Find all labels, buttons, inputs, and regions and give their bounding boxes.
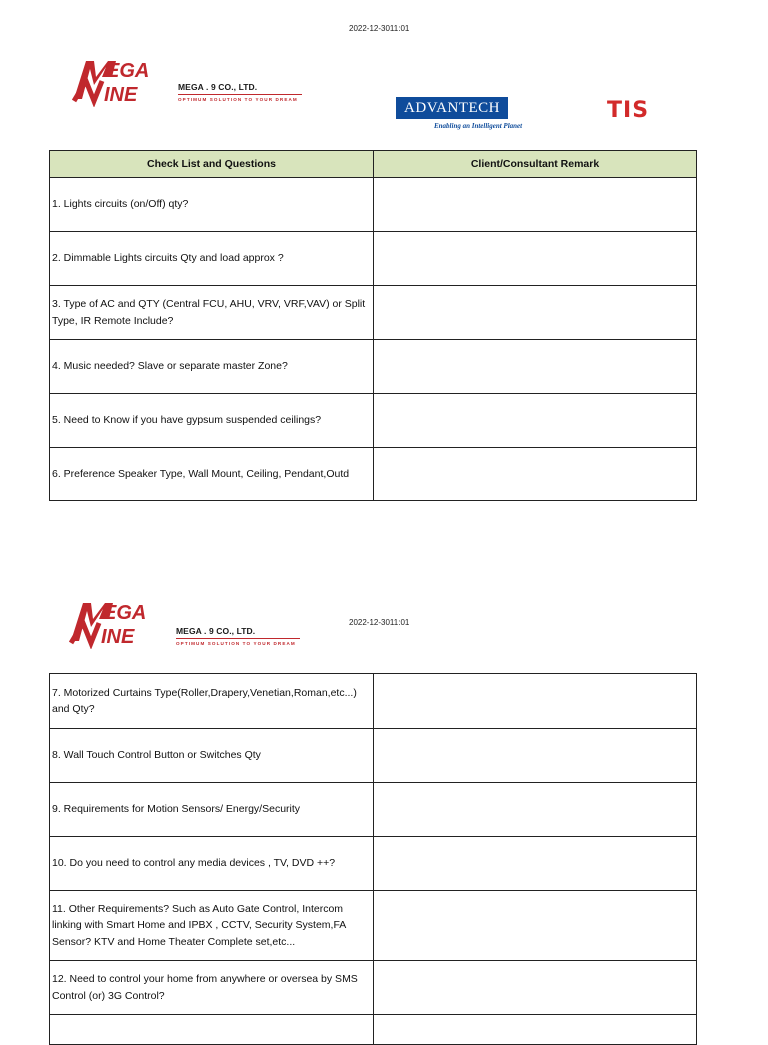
table-row <box>50 961 697 1015</box>
checklist-table-part1 <box>49 150 697 501</box>
question-cell: 9. Requirements for Motion Sensors/ Energy/Security <box>50 783 374 837</box>
remark-cell[interactable] <box>374 891 697 961</box>
remark-cell[interactable] <box>374 961 697 1015</box>
svg-text:EGA: EGA <box>106 60 150 82</box>
question-cell: 2. Dimmable Lights circuits Qty and load approx ? <box>50 232 374 286</box>
table-header-row <box>50 151 697 178</box>
tis-logo: TIS <box>607 98 650 123</box>
company-underline <box>178 94 302 95</box>
question-cell: 1. Lights circuits (on/Off) qty? <box>50 178 374 232</box>
print-timestamp: 2022-12-3011:01 <box>349 24 410 33</box>
remark-cell[interactable] <box>374 729 697 783</box>
svg-text:EGA: EGA <box>103 602 147 624</box>
table-row <box>50 729 697 783</box>
remark-cell[interactable] <box>374 837 697 891</box>
advantech-tagline: Enabling an Intelligent Planet <box>434 122 523 130</box>
remark-cell[interactable] <box>374 448 697 501</box>
company-slogan: OPTIMUM SOLUTION TO YOUR DREAM <box>178 97 298 102</box>
question-cell: 8. Wall Touch Control Button or Switches Qty <box>50 729 374 783</box>
header-remark: Client/Consultant Remark <box>374 151 697 178</box>
checklist-table-part2 <box>49 673 697 1045</box>
mega-nine-logo-2 <box>69 597 159 654</box>
svg-text:INE: INE <box>101 626 135 648</box>
table-row <box>50 783 697 837</box>
advantech-logo: ADVANTECH <box>396 97 508 119</box>
table-row <box>50 394 697 448</box>
question-cell: 4. Music needed? Slave or separate master Zone? <box>50 340 374 394</box>
table-row <box>50 1015 697 1045</box>
remark-cell[interactable] <box>374 340 697 394</box>
remark-cell[interactable] <box>374 394 697 448</box>
company-block <box>178 82 302 102</box>
remark-cell[interactable] <box>374 1015 697 1045</box>
question-cell: 12. Need to control your home from anywhere or oversea by SMS Control (or) 3G Control? <box>50 961 374 1015</box>
table-row <box>50 891 697 961</box>
table-row <box>50 340 697 394</box>
question-cell: 10. Do you need to control any media devices , TV, DVD ++? <box>50 837 374 891</box>
company-slogan-2: OPTIMUM SOLUTION TO YOUR DREAM <box>176 641 296 646</box>
table-row <box>50 178 697 232</box>
remark-cell[interactable] <box>374 783 697 837</box>
table-row <box>50 232 697 286</box>
question-cell <box>50 1015 374 1045</box>
question-cell: 6. Preference Speaker Type, Wall Mount, Ceiling, Pendant,Outd <box>50 448 374 501</box>
question-cell: 3. Type of AC and QTY (Central FCU, AHU, VRV, VRF,VAV) or Split Type, IR Remote Include? <box>50 286 374 340</box>
question-cell: 11. Other Requirements? Such as Auto Gate Control, Intercom linking with Smart Home and IPBX , CCTV, Security System,FA Sensor? KTV and Home Theater Complete set,etc... <box>50 891 374 961</box>
question-cell: 5. Need to Know if you have gypsum suspended ceilings? <box>50 394 374 448</box>
section-timestamp: 2022-12-3011:01 <box>349 618 410 627</box>
company-block-2 <box>176 626 300 646</box>
remark-cell[interactable] <box>374 178 697 232</box>
remark-cell[interactable] <box>374 674 697 729</box>
table-row <box>50 837 697 891</box>
remark-cell[interactable] <box>374 232 697 286</box>
header-questions: Check List and Questions <box>50 151 374 178</box>
table-row <box>50 448 697 501</box>
company-name: MEGA . 9 CO., LTD. <box>178 82 258 92</box>
question-cell: 7. Motorized Curtains Type(Roller,Drapery,Venetian,Roman,etc...) and Qty? <box>50 674 374 729</box>
table-row <box>50 286 697 340</box>
company-underline-2 <box>176 638 300 639</box>
remark-cell[interactable] <box>374 286 697 340</box>
table-row <box>50 674 697 729</box>
svg-text:INE: INE <box>104 84 138 106</box>
company-name-2: MEGA . 9 CO., LTD. <box>176 626 256 636</box>
mega-nine-logo <box>72 55 162 112</box>
